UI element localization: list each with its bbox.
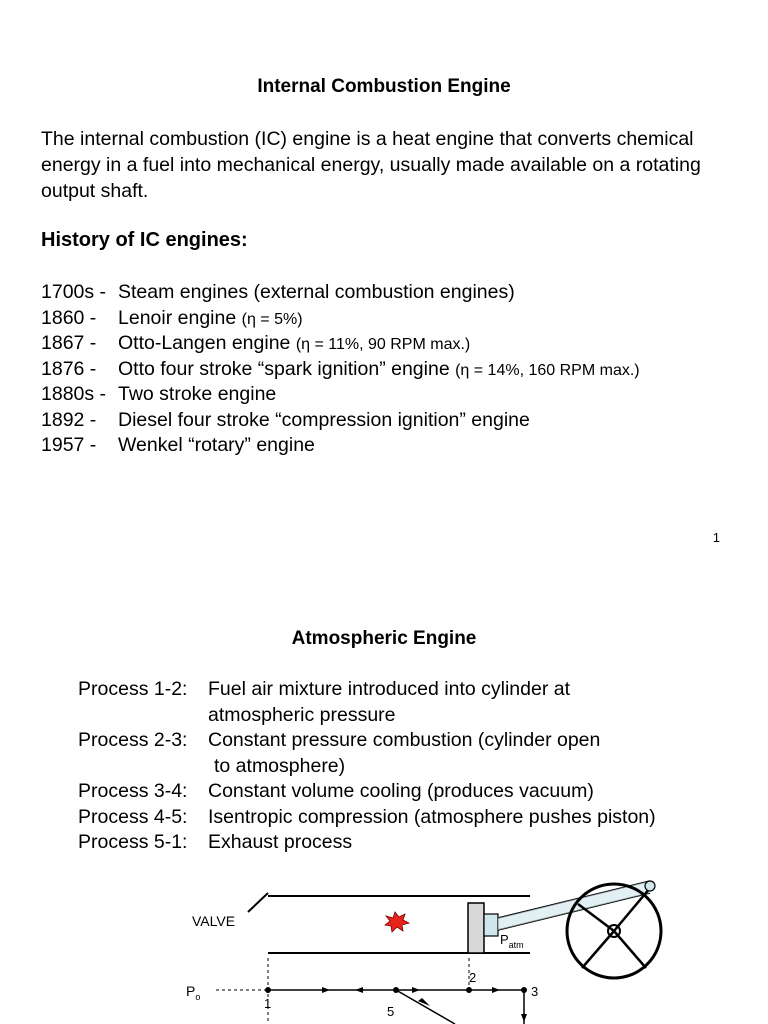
history-list [41, 280, 640, 459]
pv-arrow [355, 987, 363, 993]
pv-point-label-2: 2 [469, 970, 477, 985]
process-label: Process 4-5: [78, 805, 188, 828]
pv-point-5 [393, 987, 399, 993]
flywheel-spoke [578, 904, 614, 931]
process-label: Process 5-1: [78, 831, 188, 853]
page-number: 1 [712, 530, 720, 545]
history-note: (η = 5%) [241, 310, 303, 328]
pv-point-label-1: 1 [264, 996, 272, 1011]
pv-arrow [322, 987, 330, 993]
valve-flap [248, 893, 268, 912]
history-text: Wenkel “rotary” engine [118, 434, 315, 456]
process-label: Process 2-3: [78, 729, 188, 751]
pv-point-label-5: 5 [387, 1004, 395, 1019]
process-item [78, 830, 656, 856]
pv-arrow [521, 1014, 527, 1022]
po-label: $P_o$ [186, 983, 201, 1002]
history-year: 1860 - [41, 306, 97, 329]
process-text: Exhaust process [208, 831, 353, 853]
history-year: 1876 - [41, 357, 97, 380]
process-item [78, 677, 656, 703]
pv-arrow [418, 998, 430, 1006]
history-item [41, 331, 640, 357]
process-list [78, 677, 656, 856]
piston [468, 903, 484, 953]
history-year: 1867 - [41, 332, 97, 354]
pv-arrow [412, 987, 420, 993]
pv-point-label-3: 3 [531, 984, 539, 999]
flywheel-spoke [582, 931, 614, 968]
intro-paragraph: The internal combustion (IC) engine is a heat engine that converts chemical energy in a fuel into mechanical energy, usually made available on a rotating output shaft. [41, 128, 701, 202]
history-text: Steam engines (external combustion engines) [118, 281, 515, 303]
page-title: Atmospheric Engine [291, 628, 477, 649]
flywheel-spoke [614, 931, 646, 968]
history-text: Diesel four stroke “compression ignition” engine [118, 408, 530, 431]
process-label: Process 3-4: [78, 780, 188, 802]
history-year: 1957 - [41, 434, 97, 456]
history-year: 1892 - [41, 408, 97, 431]
history-text: Lenoir engine [118, 306, 237, 329]
process-continuation: atmospheric pressure [208, 703, 396, 726]
process-continuation: to atmosphere) [214, 754, 346, 777]
process-label: Process 1-2: [78, 678, 188, 700]
history-item [41, 306, 640, 332]
page-title: Internal Combustion Engine [257, 76, 511, 97]
history-item [41, 357, 640, 383]
history-note: (η = 11%, 90 RPM max.) [295, 336, 471, 353]
history-item [41, 382, 640, 408]
history-heading: History of IC engines: [41, 229, 248, 251]
piston-rod-joint [484, 914, 498, 936]
history-year: 1880s - [41, 383, 107, 405]
history-text: Two stroke engine [118, 383, 277, 405]
history-item [41, 408, 640, 434]
explosion-icon [385, 912, 409, 932]
process-text: Constant volume cooling (produces vacuum) [208, 780, 594, 802]
history-year: 1700s - [41, 281, 107, 303]
pv-line-4-5 [396, 990, 455, 1024]
pv-point-2 [466, 987, 472, 993]
pv-point-1 [265, 987, 271, 993]
process-item [78, 779, 656, 805]
history-text: Otto four stroke “spark ignition” engine [118, 357, 450, 380]
pv-point-3 [521, 987, 527, 993]
pv-arrow [492, 987, 500, 993]
process-text: Fuel air mixture introduced into cylinder at [208, 678, 570, 700]
slide-atmospheric-engine [0, 560, 768, 1024]
patm-label: $P_{atm}$ [500, 932, 524, 950]
process-text: Constant pressure combustion (cylinder open [208, 729, 601, 751]
history-note: (η = 14%, 160 RPM max.) [455, 361, 640, 379]
history-text: Otto-Langen engine [118, 332, 291, 354]
history-item [41, 433, 640, 459]
valve-label: VALVE [192, 913, 236, 929]
history-item [41, 280, 640, 306]
process-text: Isentropic compression (atmosphere pushes piston) [208, 805, 656, 828]
atmospheric-engine-diagram [0, 880, 768, 1024]
process-item [78, 805, 656, 831]
process-item [78, 728, 656, 754]
crank-pin [645, 881, 655, 891]
